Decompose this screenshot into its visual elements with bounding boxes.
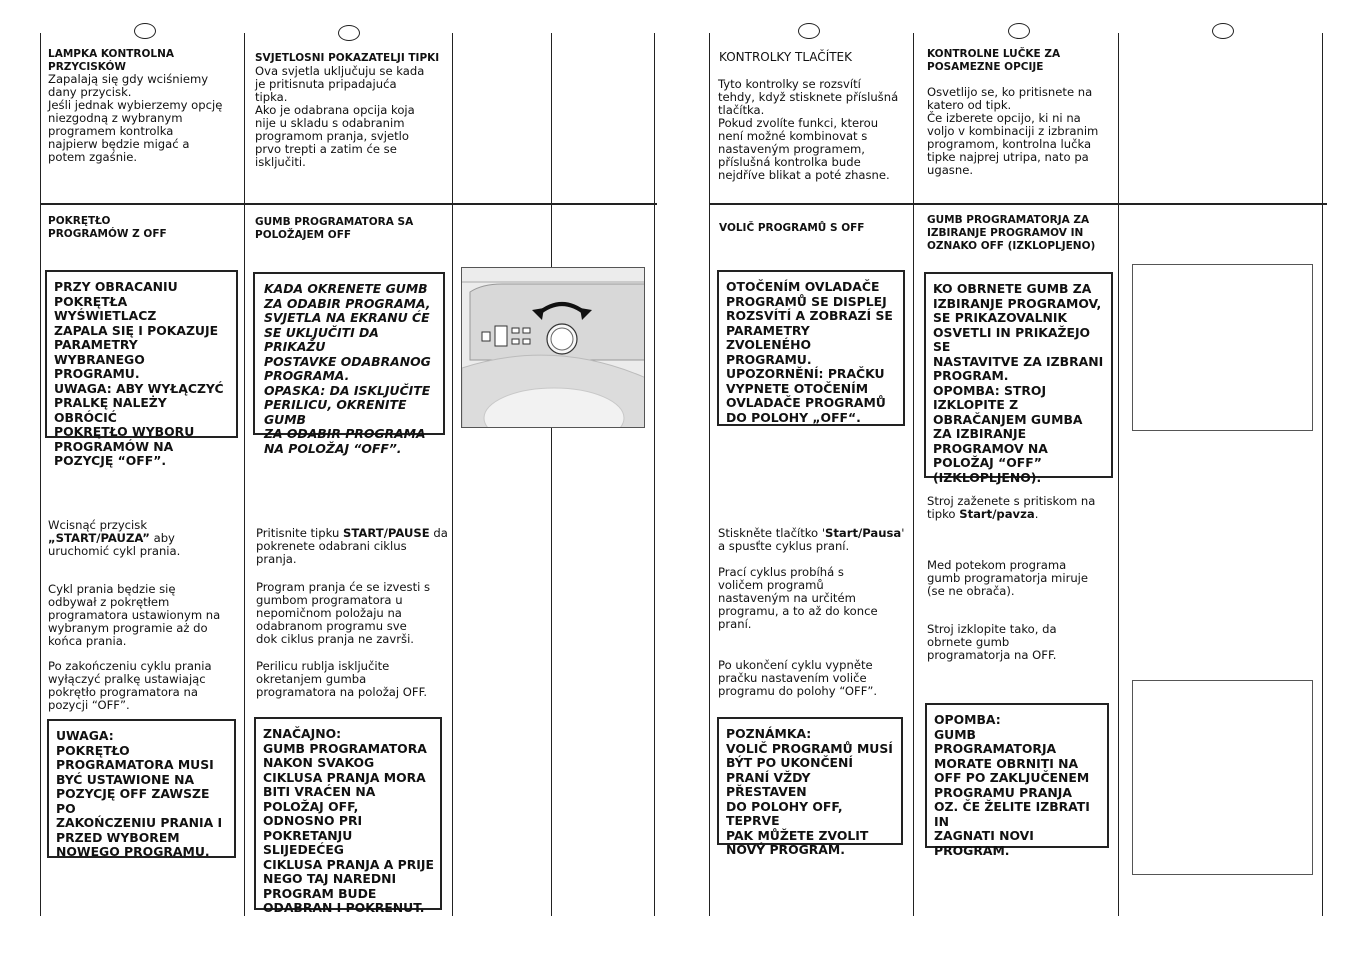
warning-box-display: OTOČENÍM OVLADAČE PROGRAMŮ SE DISPLEJ ROZSVÍTÍ A ZOBRAZÍ SE PARAMETRY ZVOLENÉHO PROGRAMU. UPOZORNĚNÍ: PRAČKU VYPNETE OTOČENÍM OVLADAČE PROGRAMŮ DO POLOHY „OFF“.	[717, 270, 905, 426]
off-text: Perilicu rublja isključite okretanjem gumba programatora na položaj OFF.	[256, 659, 428, 699]
language-flag-oval	[798, 23, 820, 39]
column-divider	[551, 33, 552, 916]
column-divider	[654, 33, 655, 916]
cycle-text: Cykl prania będzie się odbywał z pokrętłem programatora ustawionym na wybranym programie aż do końca prania.	[48, 582, 221, 648]
heading-lamp: KONTROLNE LUČKE ZA POSAMEZNE OPCIJE	[927, 48, 1061, 73]
column-divider	[244, 33, 245, 916]
start-text: Pritisnite tipku START/PAUSE da pokrenete odabrani ciklus pranja.	[256, 526, 448, 566]
heading-selector: GUMB PROGRAMATORJA ZA IZBIRANJE PROGRAMOV IN OZNAKO OFF (IZKLOPLJENO)	[927, 214, 1096, 252]
language-flag-oval	[134, 23, 156, 39]
section-divider	[40, 203, 657, 205]
note-box-off: ZNAČAJNO: GUMB PROGRAMATORA NAKON SVAKOG CIKLUSA PRANJA MORA BITI VRAĆEN NA POLOŽAJ OFF, ODNOSNO PRI POKRETANJU SLIJEDEĆEG CIKLUSA PRANJA A PRIJE NEGO TAJ NAREDNI PROGRAM BUDE ODABRAN I POKRENUT.	[254, 717, 442, 910]
heading-selector: GUMB PROGRAMATORA SA POLOŽAJEM OFF	[255, 216, 414, 241]
empty-illustration-frame	[1132, 264, 1313, 431]
heading-lamp: LAMPKA KONTROLNA PRZYCISKÓW	[48, 48, 175, 73]
warning-box-display: KO OBRNETE GUMB ZA IZBIRANJE PROGRAMOV, SE PRIKAZOVALNIK OSVETLI IN PRIKAŽEJO SE NASTAVITVE ZA IZBRANI PROGRAM. OPOMBA: STROJ IZKLOPITE Z OBRAČANJEM GUMBA ZA IZBIRANJE PROGRAMOV NA POLOŽAJ “OFF” (IZKLOPLJENO).	[924, 272, 1113, 478]
start-text: Wcisnąć przycisk „START/PAUZA” aby uruchomić cykl prania.	[48, 518, 181, 558]
programme-dial-illustration	[461, 267, 645, 428]
off-text: Stroj izklopite tako, da obrnete gumb programatorja na OFF.	[927, 622, 1057, 662]
cycle-text: Program pranja će se izvesti s gumbom programatora u nepomičnom položaju na odabranom programu sve dok ciklus pranja ne završi.	[256, 580, 431, 646]
language-flag-oval	[1008, 23, 1030, 39]
heading-lamp: KONTROLKY TLAČÍTEK	[719, 50, 853, 64]
cycle-text: Prací cyklus probíhá s voličem programů nastaveným na určitém programu, a to až do konce praní.	[718, 565, 878, 631]
start-text: Stiskněte tlačítko 'Start/Pausa' a spusťte cyklus praní.	[718, 526, 905, 553]
column-divider	[1322, 33, 1323, 916]
heading-lamp: SVJETLOSNI POKAZATELJI TIPKI	[255, 52, 440, 64]
language-flag-oval	[338, 25, 360, 41]
empty-illustration-frame	[1132, 680, 1313, 875]
start-text: Stroj zaženete s pritiskom na tipko Start/pavza.	[927, 494, 1096, 521]
lamp-text: Tyto kontrolky se rozsvítí tehdy, když stisknete příslušná tlačítka. Pokud zvolíte funkci, kterou není možné kombinovat s nastaveným programem, příslušná kontrolka bude nejdříve blikat a poté zhasne.	[718, 77, 899, 182]
off-text: Po ukončení cyklu vypněte pračku nastavením voliče programu do polohy “OFF”.	[718, 658, 878, 698]
column-divider	[40, 33, 41, 916]
column-divider	[709, 33, 710, 916]
warning-box-display: KADA OKRENETE GUMB ZA ODABIR PROGRAMA, SVJETLA NA EKRANU ĆE SE UKLJUČITI DA PRIKAŽU POSTAVKE ODABRANOG PROGRAMA. OPASKA: DA ISKLJUČITE PERILICU, OKRENITE GUMB ZA ODABIR PROGRAMA NA POLOŽAJ “OFF”.	[253, 272, 445, 435]
washing-machine-panel-drawing	[462, 268, 645, 428]
language-flag-oval	[1212, 23, 1234, 39]
lamp-text: Zapalają się gdy wciśniemy dany przycisk. Jeśli jednak wybierzemy opcję niezgodną z wybranym programem kontrolka najpierw będzie migać a potem zgaśnie.	[48, 72, 223, 164]
off-text: Po zakończeniu cyklu prania wyłączyć pralkę ustawiając pokrętło programatora na pozycji “OFF”.	[48, 659, 212, 712]
note-box-off: OPOMBA: GUMB PROGRAMATORJA MORATE OBRNITI NA OFF PO ZAKLJUČENEM PROGRAMU PRANJA OZ. ČE ŽELITE IZBRATI IN ZAGNATI NOVI PROGRAM.	[925, 703, 1109, 848]
section-divider	[709, 203, 1327, 205]
heading-selector: POKRĘTŁO PROGRAMÓW Z OFF	[48, 215, 167, 240]
cycle-text: Med potekom programa gumb programatorja miruje (se ne obrača).	[927, 558, 1089, 598]
warning-box-display: PRZY OBRACANIU POKRĘTŁA WYŚWIETLACZ ZAPALA SIĘ I POKAZUJE PARAMETRY WYBRANEGO PROGRAMU. UWAGA: ABY WYŁĄCZYĆ PRALKĘ NALEŻY OBRÓCIĆ POKRĘTŁO WYBORU PROGRAMÓW NA POZYCJĘ “OFF”.	[45, 270, 238, 438]
note-box-off: UWAGA: POKRĘTŁO PROGRAMATORA MUSI BYĆ USTAWIONE NA POZYCJĘ OFF ZAWSZE PO ZAKOŃCZENIU PRANIA I PRZED WYBOREM NOWEGO PROGRAMU.	[47, 719, 236, 858]
lamp-text: Osvetlijo se, ko pritisnete na katero od tipk. Če izberete opcijo, ki ni na voljo v kombinaciji z izbranim programom, kontrolna lučka tipke najprej utripa, nato pa ugasne.	[927, 85, 1099, 177]
note-box-off: POZNÁMKA: VOLIČ PROGRAMŮ MUSÍ BÝT PO UKONČENÍ PRANÍ VŽDY PŘESTAVEN DO POLOHY OFF, TEPRVE PAK MŮŽETE ZVOLIT NOVÝ PROGRAM.	[717, 717, 903, 845]
column-divider	[452, 33, 453, 916]
lamp-text: Ova svjetla uključuju se kada je pritisnuta pripadajuća tipka. Ako je odabrana opcija koja nije u skladu s odabranim programom pranja, svjetlo prvo trepti a zatim će se isključiti.	[255, 64, 425, 169]
heading-selector: VOLIČ PROGRAMŮ S OFF	[719, 222, 865, 234]
